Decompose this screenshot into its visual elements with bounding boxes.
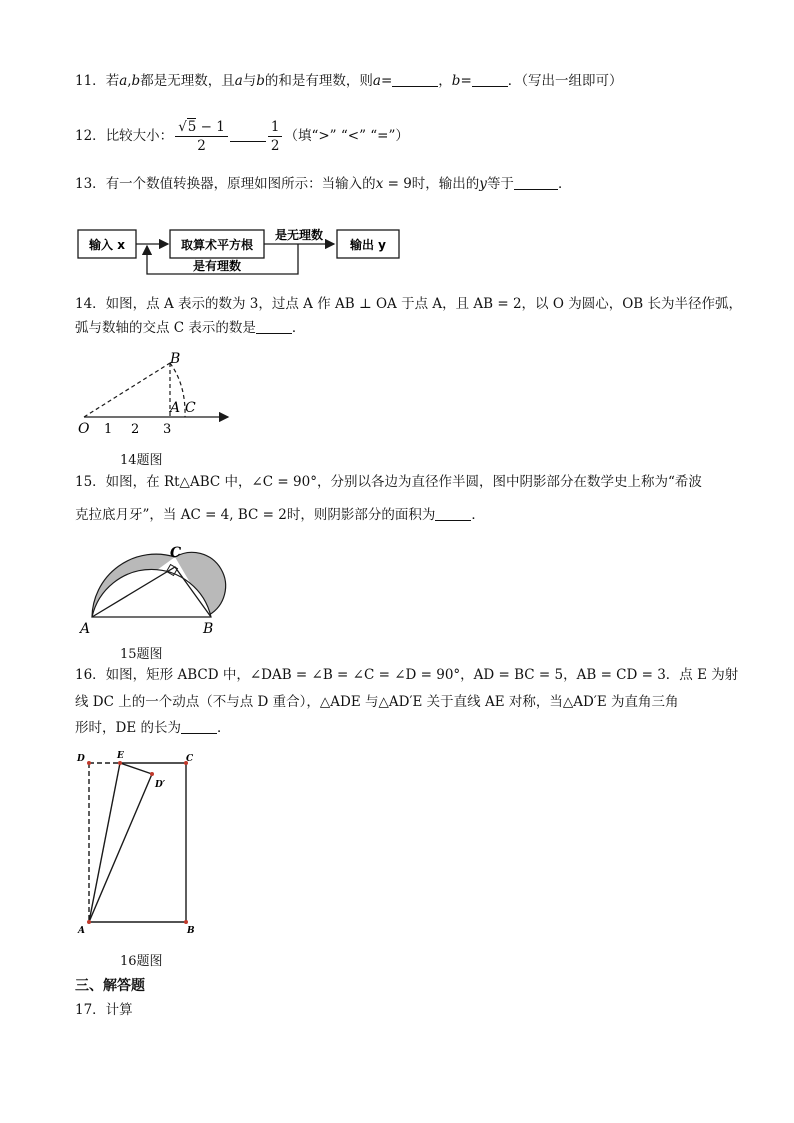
label-A: A <box>170 400 181 416</box>
question-15-line2: 克拉底月牙”，当 AC = 4, BC = 2时，则阴影部分的面积为 ． <box>75 507 485 523</box>
fraction-one-half: $\frac{1}{2}$ <box>268 118 283 155</box>
question-12: 12．比较大小： $\frac{√5 - 1}{2}$ $\frac{1}{2}$ （填“>” “<” “=”） <box>75 119 409 154</box>
label-irrational: 是无理数 <box>274 228 324 242</box>
label-O: O <box>78 421 90 437</box>
point-D-prime <box>150 772 154 776</box>
label-A: A <box>78 926 85 936</box>
caption-14: 14题图 <box>120 453 163 468</box>
segment-OB <box>84 363 170 417</box>
section-title: 三、解答题 <box>75 978 145 994</box>
question-11: 11．若a,b都是无理数，且a与b的和是有理数，则a= ，b= ．（写出一组即可） <box>75 73 623 89</box>
flowchart-diagram <box>0 210 794 280</box>
segment-AE <box>89 763 120 922</box>
figure-15 <box>0 535 794 640</box>
caption-15: 15题图 <box>120 647 163 662</box>
point-A <box>87 920 91 924</box>
label-D-prime: D′ <box>155 780 166 790</box>
label-A: A <box>80 621 91 637</box>
answer-blank-a[interactable] <box>392 72 438 87</box>
output-box-label: 输出 y <box>349 238 387 252</box>
tick-2: 2 <box>131 422 140 437</box>
question-14-line2: 弧与数轴的交点 C 表示的数是 ． <box>75 320 306 336</box>
point-D <box>87 761 91 765</box>
answer-blank-DE[interactable] <box>181 719 217 734</box>
label-C: C <box>186 754 194 764</box>
label-B: B <box>170 351 181 367</box>
label-B: B <box>203 621 214 637</box>
label-C: C <box>170 545 182 561</box>
question-13: 13．有一个数值转换器，原理如图所示：当输入的x = 9时，输出的y等于 ． <box>75 176 572 192</box>
figure-16 <box>0 745 794 940</box>
point-B <box>184 920 188 924</box>
point-E <box>118 761 122 765</box>
answer-blank-compare[interactable] <box>230 127 266 142</box>
question-16-line1: 16．如图，矩形 ABCD 中，∠DAB = ∠B = ∠C = ∠D = 90°，AD = BC = 5，AB = CD = 3．点 E 为射 <box>75 667 739 683</box>
caption-16: 16题图 <box>120 954 163 969</box>
segment-ED-prime <box>120 763 152 774</box>
figure-14 <box>0 345 794 440</box>
input-box-label: 输入 x <box>89 238 125 252</box>
label-rational: 是有理数 <box>192 259 242 273</box>
label-C: C <box>185 400 196 416</box>
process-box-label: 取算术平方根 <box>180 238 254 252</box>
question-14-line1: 14．如图，点 A 表示的数为 3，过点 A 作 AB ⊥ OA 于点 A，且 AB = 2，以 O 为圆心，OB 长为半径作弧， <box>75 296 742 312</box>
label-E: E <box>117 751 124 761</box>
answer-blank-c[interactable] <box>256 319 292 334</box>
label-B: B <box>187 926 195 936</box>
question-16-line3: 形时，DE 的长为 ． <box>75 720 231 736</box>
tick-1: 1 <box>104 422 113 437</box>
answer-blank-b[interactable] <box>472 72 508 87</box>
question-16-line2: 线 DC 上的一个动点（不与点 D 重合），△ADE 与△AD′E 关于直线 AE 对称，当△AD′E 为直角三角 <box>75 694 679 710</box>
tick-3: 3 <box>163 422 172 437</box>
fraction-sqrt5-minus1-over-2: $\frac{√5 - 1}{2}$ <box>175 118 228 155</box>
label-D: D <box>77 754 85 764</box>
segment-AD-prime <box>89 774 152 922</box>
answer-blank-area[interactable] <box>435 506 471 521</box>
question-15-line1: 15．如图，在 Rt△ABC 中，∠C = 90°，分别以各边为直径作半圆，图中阴影部分在数学史上称为“希波 <box>75 474 702 490</box>
question-17: 17．计算 <box>75 1002 133 1018</box>
answer-blank-y[interactable] <box>514 175 558 190</box>
